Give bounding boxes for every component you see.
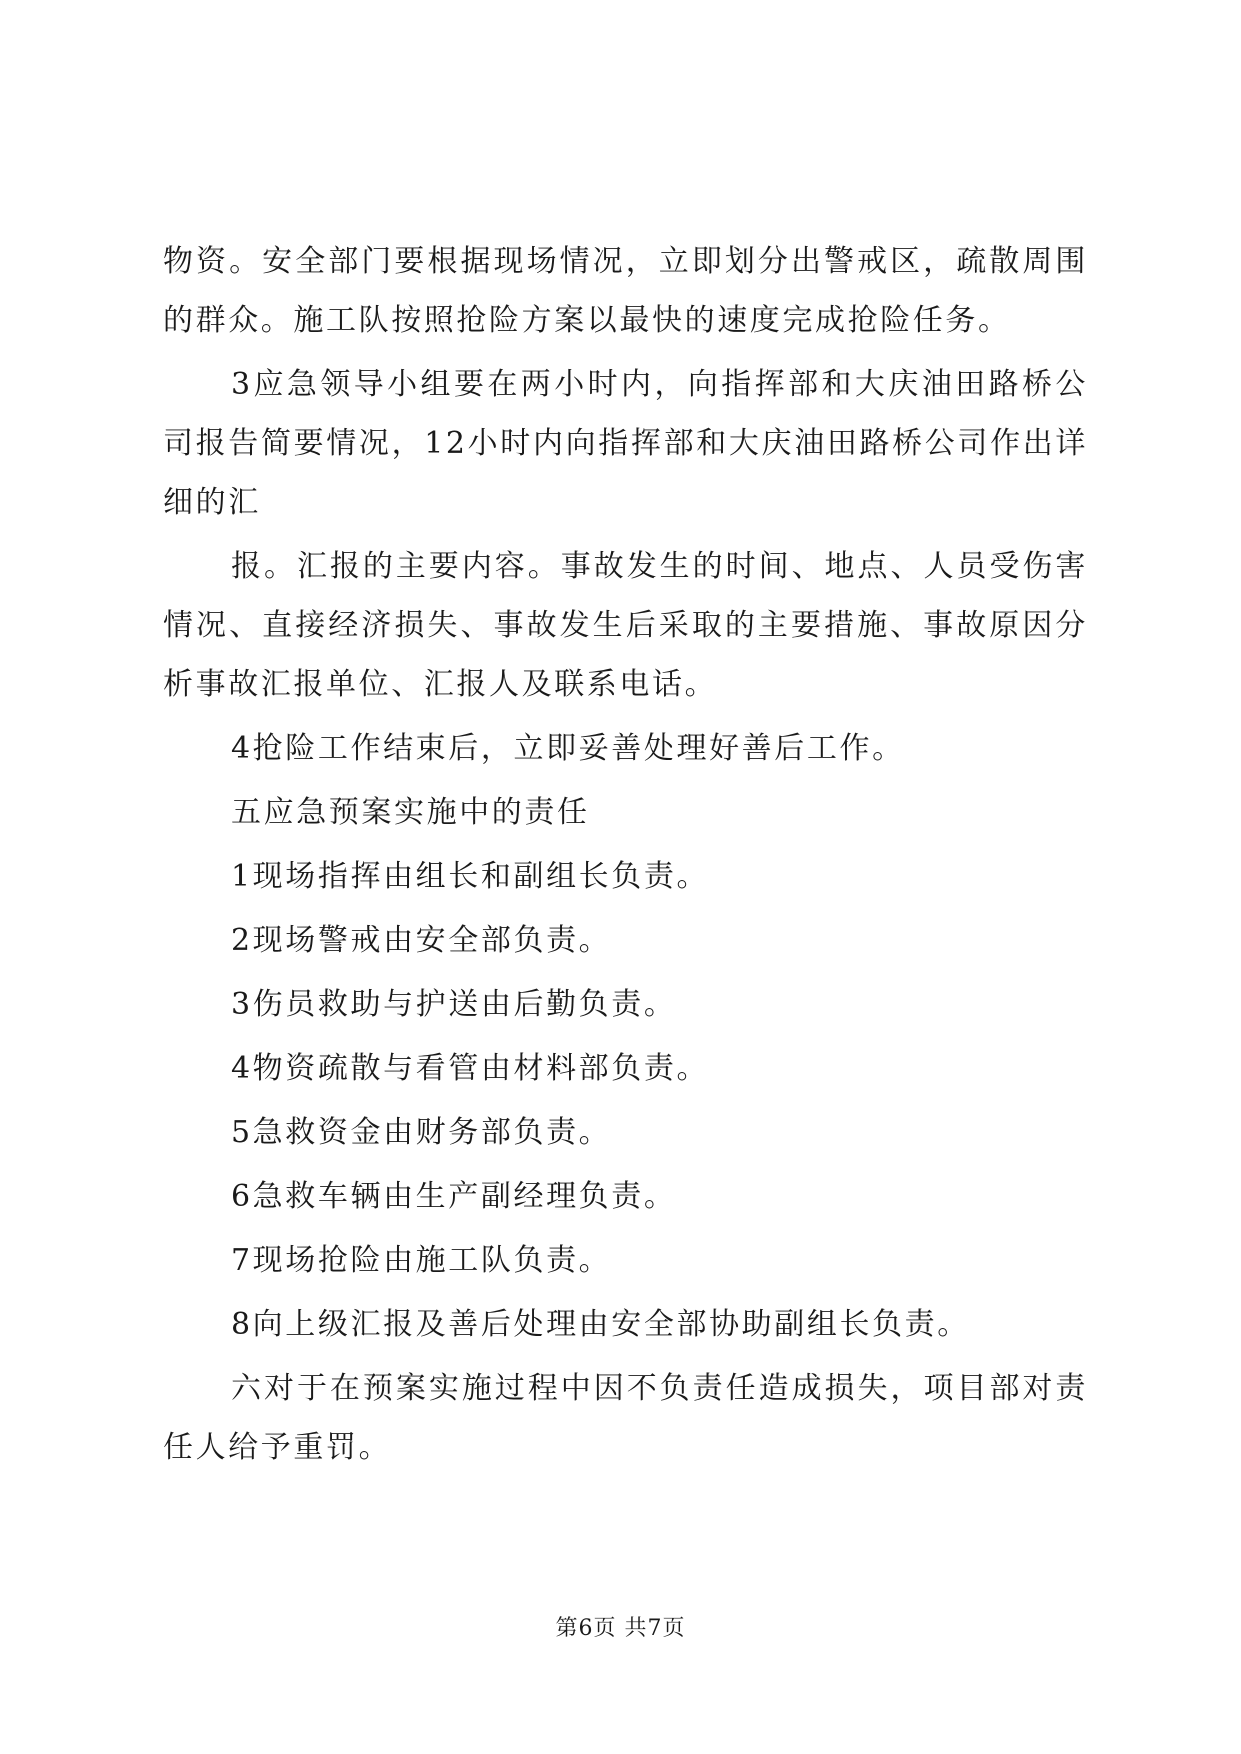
paragraph: 物资。安全部门要根据现场情况，立即划分出警戒区，疏散周围的群众。施工队按照抢险方案以最快的速度完成抢险任务。 [163,244,1088,338]
paragraph: 报。汇报的主要内容。事故发生的时间、地点、人员受伤害情况、直接经济损失、事故发生后采取的主要措施、事故原因分析事故汇报单位、汇报人及联系电话。 [163,549,1088,702]
paragraph: 4抢险工作结束后，立即妥善处理好善后工作。 [231,731,905,766]
section-heading: 五应急预案实施中的责任 [231,795,590,830]
list-item: 6急救车辆由生产副经理负责。 [231,1179,677,1214]
list-item: 2现场警戒由安全部负责。 [231,923,612,958]
list-item: 4物资疏散与看管由材料部负责。 [231,1051,710,1086]
section-paragraph: 六对于在预案实施过程中因不负责任造成损失，项目部对责任人给予重罚。 [163,1371,1088,1465]
list-item: 7现场抢险由施工队负责。 [231,1243,612,1278]
list-item: 1现场指挥由组长和副组长负责。 [231,859,710,894]
page-footer [0,1611,1241,1642]
paragraph: 3应急领导小组要在两小时内，向指挥部和大庆油田路桥公司报告简要情况，12小时内向指挥部和大庆油田路桥公司作出详细的汇 [163,367,1088,520]
list-item: 8向上级汇报及善后处理由安全部协助副组长负责。 [231,1307,970,1342]
page-number-label: 第6页 共7页 [555,1616,686,1641]
list-item: 3伤员救助与护送由后勤负责。 [231,987,677,1022]
list-item: 5急救资金由财务部负责。 [231,1115,612,1150]
document-body [163,232,1088,1482]
